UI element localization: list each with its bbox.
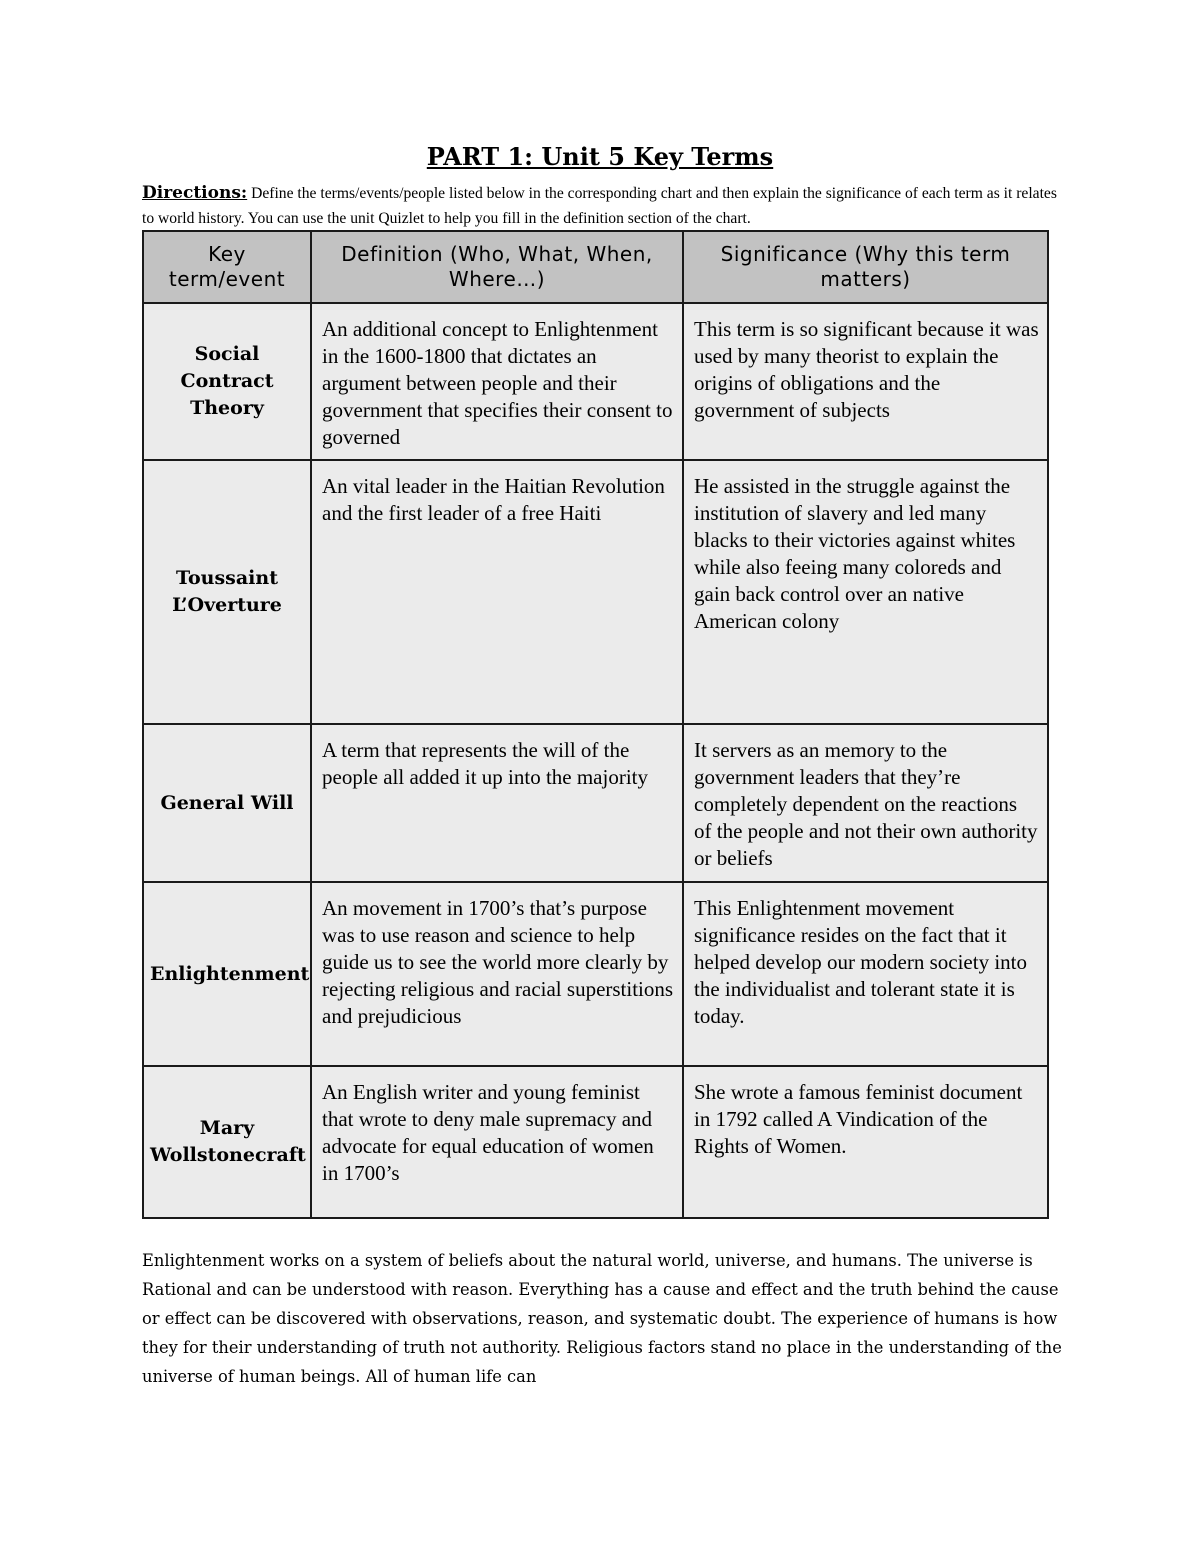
row-significance: It servers as an memory to the government leaders that they’re completely dependent on the reactions of the people and not their own authority or beliefs <box>683 724 1048 882</box>
table-row <box>143 724 1048 882</box>
row-term: Enlightenment <box>143 882 311 1066</box>
row-significance: He assisted in the struggle against the institution of slavery and led many blacks to their victories against whites while also feeing many coloreds and gain back control over an native American colony <box>683 460 1048 724</box>
header-definition: Definition (Who, What, When, Where…) <box>311 231 683 303</box>
table-row <box>143 303 1048 460</box>
row-term: Toussaint L’Overture <box>143 460 311 724</box>
row-significance: She wrote a famous feminist document in 1792 called A Vindication of the Rights of Women. <box>683 1066 1048 1218</box>
table-row <box>143 460 1048 724</box>
directions <box>142 181 1062 231</box>
row-definition: An movement in 1700’s that’s purpose was to use reason and science to help guide us to see the world more clearly by rejecting religious and racial superstitions and prejudicious <box>311 882 683 1066</box>
body-paragraph: Enlightenment works on a system of beliefs about the natural world, universe, and humans. The universe is Rational and can be understood with reason. Everything has a cause and effect and the truth behind the cause or effect can be discovered with observations, reason, and systematic doubt. The experience of humans is how they for their understanding of truth not authority. Religious factors stand no place in the understanding of the universe of human beings. All of human life can <box>142 1251 1062 1386</box>
table-row <box>143 882 1048 1066</box>
table-header-row <box>143 231 1048 303</box>
header-significance: Significance (Why this term matters) <box>683 231 1048 303</box>
directions-label: Directions: <box>142 183 248 203</box>
row-term: Social Contract Theory <box>143 303 311 460</box>
row-definition: An additional concept to Enlightenment in the 1600-1800 that dictates an argument between people and their government that specifies their consent to governed <box>311 303 683 460</box>
page-title: PART 1: Unit 5 Key Terms <box>426 142 774 171</box>
row-term: Mary Wollstonecraft <box>143 1066 311 1218</box>
row-term: General Will <box>143 724 311 882</box>
row-significance: This Enlightenment movement significance resides on the fact that it helped develop our modern society into the individualist and tolerant state it is today. <box>683 882 1048 1066</box>
table-row <box>143 1066 1048 1218</box>
row-significance: This term is so significant because it was used by many theorist to explain the origins of obligations and the government of subjects <box>683 303 1048 460</box>
directions-text: Define the terms/events/people listed below in the corresponding chart and then explain the significance of each term as it relates to world history. You can use the unit Quizlet to help you fill in the definition section of the chart. <box>142 185 1057 227</box>
row-definition: A term that represents the will of the people all added it up into the majority <box>311 724 683 882</box>
row-definition: An English writer and young feminist that wrote to deny male supremacy and advocate for equal education of women in 1700’s <box>311 1066 683 1218</box>
row-definition: An vital leader in the Haitian Revolution and the first leader of a free Haiti <box>311 460 683 724</box>
header-key-term: Key term/event <box>143 231 311 303</box>
key-terms-table <box>142 230 1049 1219</box>
